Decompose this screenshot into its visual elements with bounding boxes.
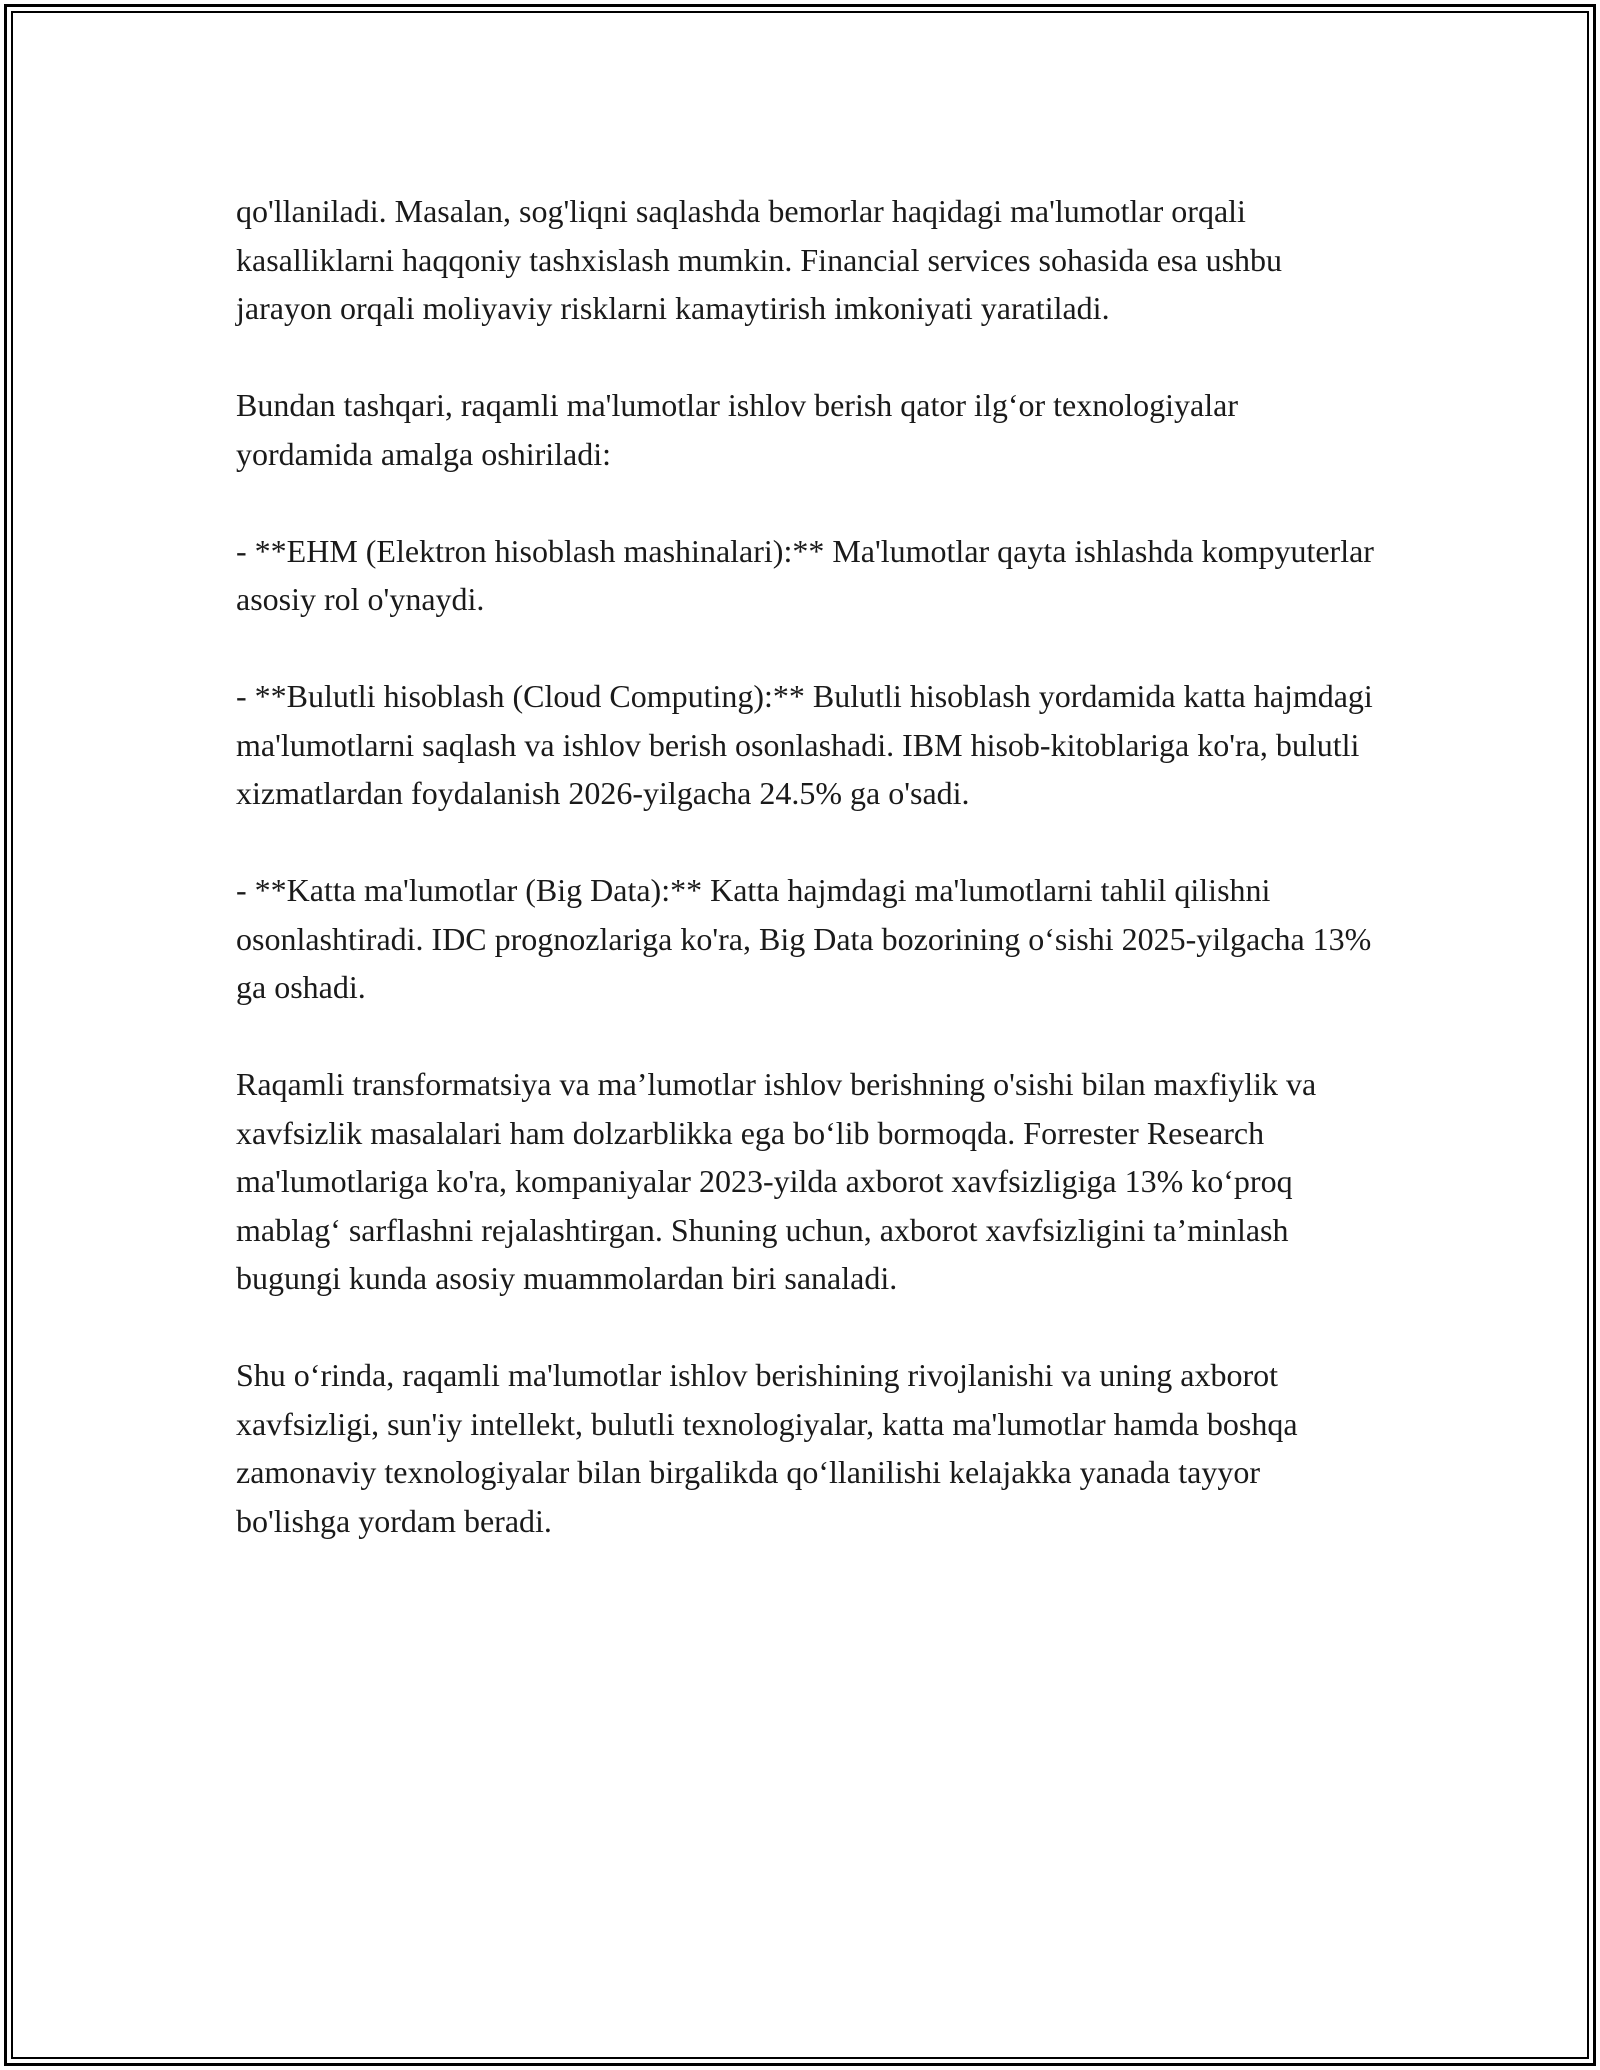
document-body: [236, 187, 1376, 1545]
list-item-cloud-computing: - **Bulutli hisoblash (Cloud Computing):** Bulutli hisoblash yordamida katta hajmdagi ma'lumotlarni saqlash va ishlov berish osonlashadi. IBM hisob-kitoblariga ko'ra, bulutli xizmatlardan foydalanish 2026-yilgacha 24.5% ga o'sadi.: [236, 678, 1373, 811]
list-item-ehm: - **EHM (Elektron hisoblash mashinalari):** Ma'lumotlar qayta ishlashda kompyuterlar asosiy rol o'ynaydi.: [236, 532, 1374, 617]
paragraph-intro-continuation: qo'llaniladi. Masalan, sog'liqni saqlashda bemorlar haqidagi ma'lumotlar orqali kasalliklarni haqqoniy tashxislash mumkin. Financial services sohasida esa ushbu jarayon orqali moliyaviy risklarni kamaytirish imkoniyati yaratiladi.: [236, 193, 1283, 326]
paragraph-technologies-intro: Bundan tashqari, raqamli ma'lumotlar ishlov berish qator ilg‘or texnologiyalar yordamida amalga oshiriladi:: [236, 387, 1238, 472]
paragraph-security: Raqamli transformatsiya va ma’lumotlar ishlov berishning o'sishi bilan maxfiylik va xavfsizlik masalalari ham dolzarblikka ega bo‘lib bormoqda. Forrester Research ma'lumotlariga ko'ra, kompaniyalar 2023-yilda axborot xavfsizligiga 13% ko‘proq mablag‘ sarflashni rejalashtirgan. Shuning uchun, axborot xavfsizligini ta’minlash bugungi kunda asosiy muammolardan biri sanaladi.: [236, 1066, 1317, 1296]
paragraph-conclusion: Shu o‘rinda, raqamli ma'lumotlar ishlov berishining rivojlanishi va uning axborot xavfsizligi, sun'iy intellekt, bulutli texnologiyalar, katta ma'lumotlar hamda boshqa zamonaviy texnologiyalar bilan birgalikda qo‘llanilishi kelajakka yanada tayyor bo'lishga yordam beradi.: [236, 1357, 1298, 1539]
list-item-big-data: - **Katta ma'lumotlar (Big Data):** Katta hajmdagi ma'lumotlarni tahlil qilishni osonlashtiradi. IDC prognozlariga ko'ra, Big Data bozorining o‘sishi 2025-yilgacha 13% ga oshadi.: [236, 872, 1372, 1005]
